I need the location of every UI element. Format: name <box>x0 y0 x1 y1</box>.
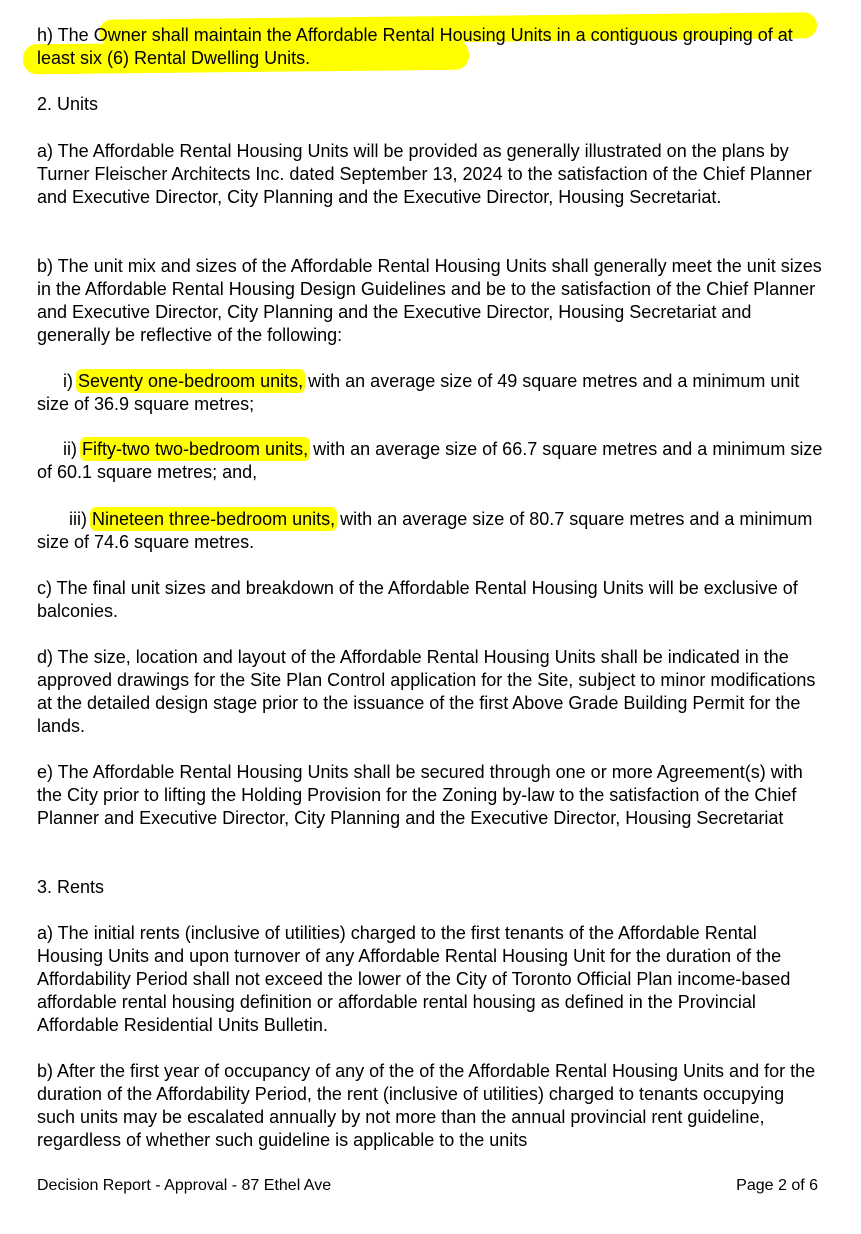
list-item-text: with an average size of 80.7 square metres and a minimum size of 74.6 square metres. <box>37 509 813 552</box>
section-3-heading: 3. Rents <box>37 877 105 897</box>
list-item-marker: ii) <box>63 439 82 459</box>
list-item-marker: iii) <box>69 509 92 529</box>
paragraph-2c: c) The final unit sizes and breakdown of the Affordable Rental Housing Units will be exclusive of balconies. <box>37 578 798 621</box>
paragraph-h <box>37 24 827 70</box>
highlighted-text: Seventy one-bedroom units, <box>78 371 304 391</box>
paragraph-2a: a) The Affordable Rental Housing Units will be provided as generally illustrated on the plans by Turner Fleischer Architects Inc. dated September 13, 2024 to the satisfaction of the Chief Planner and Executive Director, City Planning and the Executive Director, Housing Secretariat. <box>37 141 812 207</box>
page-number: Page 2 of 6 <box>736 1177 818 1194</box>
paragraph-2e: e) The Affordable Rental Housing Units shall be secured through one or more Agreement(s) with the City prior to lifting the Holding Provision for the Zoning by-law to the satisfaction of the Chief Planner and Executive Director, City Planning and the Executive Director, Housing Secretariat <box>37 762 803 828</box>
list-item-text: with an average size of 49 square metres and a minimum unit size of 36.9 square metres; <box>37 371 800 414</box>
paragraph-h-highlight: Owner shall maintain the Affordable Rental Housing Units in a contiguous grouping of at least six (6) Rental Dwelling Units. <box>37 25 793 68</box>
list-item-three-bedroom <box>37 508 827 554</box>
list-item-one-bedroom <box>37 370 827 416</box>
section-2-heading: 2. Units <box>37 94 99 114</box>
highlighted-text: Nineteen three-bedroom units, <box>92 509 336 529</box>
paragraph-3b: b) After the first year of occupancy of any of the of the Affordable Rental Housing Units and for the duration of the Affordability Period, the rent (inclusive of utilities) charged to tenants occupying such units may be escalated annually by not more than the annual provincial rent guideline, regardless of whether such guideline is applicable to the units <box>37 1061 816 1150</box>
list-item-text: with an average size of 66.7 square metres and a minimum size of 60.1 square metres; and, <box>37 439 823 482</box>
paragraph-2d: d) The size, location and layout of the Affordable Rental Housing Units shall be indicated in the approved drawings for the Site Plan Control application for the Site, subject to minor modifications at the detailed design stage prior to the issuance of the first Above Grade Building Permit for the lands. <box>37 647 816 736</box>
list-item-marker: i) <box>63 371 78 391</box>
paragraph-h-prefix: h) The <box>37 25 94 45</box>
paragraph-2b: b) The unit mix and sizes of the Affordable Rental Housing Units shall generally meet the unit sizes in the Affordable Rental Housing Design Guidelines and be to the satisfaction of the Chief Planner and Executive Director, City Planning and the Executive Director, Housing Secretariat and generally be reflective of the following: <box>37 256 822 345</box>
list-item-two-bedroom <box>37 438 827 484</box>
footer-title: Decision Report - Approval - 87 Ethel Ave <box>37 1177 332 1194</box>
highlighted-text: Fifty-two two-bedroom units, <box>82 439 309 459</box>
paragraph-3a: a) The initial rents (inclusive of utilities) charged to the first tenants of the Affordable Rental Housing Units and upon turnover of any Affordable Rental Housing Unit for the duration of the Affordability Period shall not exceed the lower of the City of Toronto Official Plan income-based affordable rental housing definition or affordable rental housing as defined in the Provincial Affordable Residential Units Bulletin. <box>37 923 791 1035</box>
